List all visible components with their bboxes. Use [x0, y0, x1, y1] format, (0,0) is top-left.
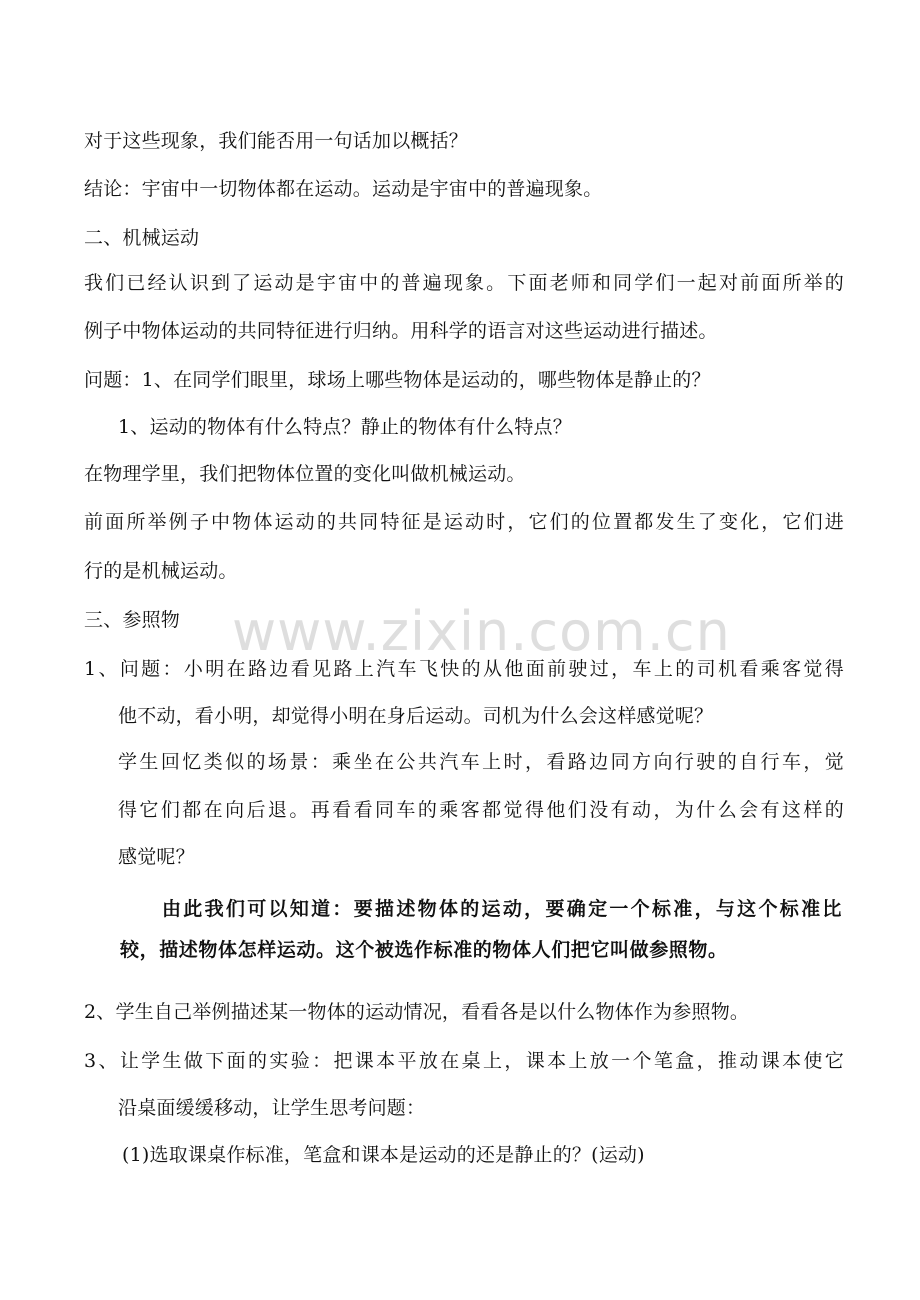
text-line-question-1: 问题：1、在同学们眼里，球场上哪些物体是运动的，哪些物体是静止的？: [84, 369, 711, 391]
text-line-item-3b: 沿桌面缓缓移动，让学生思考问题：: [118, 1097, 426, 1119]
text-line-item-3a: 3、让学生做下面的实验：把课本平放在桌上，课本上放一个笔盒，推动课本使它: [84, 1050, 844, 1072]
text-line-conclusion: 结论：宇宙中一切物体都在运动。运动是宇宙中的普遍现象。: [84, 178, 603, 200]
watermark-text: www.zixin.com.cn: [232, 600, 731, 663]
text-line-item-1d: 得它们都在向后退。再看看同车的乘客都觉得他们没有动，为什么会有这样的: [118, 799, 844, 821]
text-line-item-1b: 他不动，看小明，却觉得小明在身后运动。司机为什么会这样感觉呢？: [118, 705, 714, 727]
text-line-item-3-sub-1: (1)选取课桌作标准，笔盒和课本是运动的还是静止的？(运动): [122, 1144, 645, 1166]
text-line-summary-question: 对于这些现象，我们能否用一句话加以概括？: [84, 130, 469, 152]
text-line-item-1c: 学生回忆类似的场景：乘坐在公共汽车上时，看路边同方向行驶的自行车，觉: [118, 751, 844, 773]
text-line-item-2: 2、学生自己举例描述某一物体的运动情况，看看各是以什么物体作为参照物。: [84, 1001, 750, 1023]
text-line-paragraph-2a: 前面所举例子中物体运动的共同特征是运动时，它们的位置都发生了变化，它们进: [84, 511, 844, 533]
text-line-question-1-sub: 1、运动的物体有什么特点？静止的物体有什么特点？: [118, 416, 572, 438]
text-line-item-1e: 感觉呢？: [118, 846, 195, 868]
bold-line-key-point-b: 较，描述物体怎样运动。这个被选作标准的物体人们把它叫做参照物。: [120, 939, 728, 961]
section-heading-mechanical-motion: 二、机械运动: [84, 227, 200, 249]
text-line-paragraph-1a: 我们已经认识到了运动是宇宙中的普遍现象。下面老师和同学们一起对前面所举的: [84, 272, 844, 294]
text-line-definition: 在物理学里，我们把物体位置的变化叫做机械运动。: [84, 463, 526, 485]
text-line-item-1a: 1、问题：小明在路边看见路上汽车飞快的从他面前驶过，车上的司机看乘客觉得: [84, 658, 844, 680]
text-line-paragraph-2b: 行的是机械运动。: [84, 560, 238, 582]
bold-line-key-point-a: 由此我们可以知道：要描述物体的运动，要确定一个标准，与这个标准比: [162, 898, 842, 920]
section-heading-reference-object: 三、参照物: [84, 609, 181, 631]
text-line-paragraph-1b: 例子中物体运动的共同特征进行归纳。用科学的语言对这些运动进行描述。: [84, 320, 718, 342]
